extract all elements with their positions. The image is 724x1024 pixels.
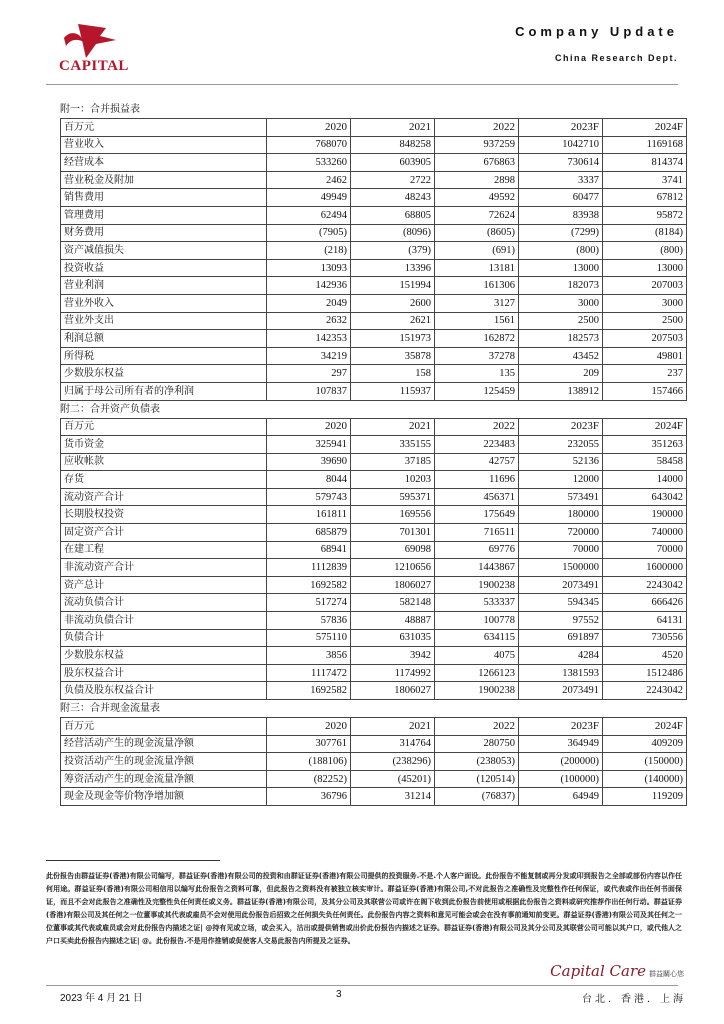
value-cell: 2462 [267,171,351,189]
value-cell: 666426 [603,594,687,612]
value-cell: 70000 [603,541,687,559]
value-cell: 314764 [351,735,435,753]
value-cell: 72624 [435,206,519,224]
value-cell: 1174992 [351,664,435,682]
value-cell: 125459 [435,382,519,400]
row-label: 货币资金 [61,436,267,454]
report-date: 2023 年 4 月 21 日 [60,993,143,1004]
income-statement-table [60,118,687,401]
value-cell: 12000 [519,471,603,489]
table-row [61,436,687,454]
year-header: 2022 [435,718,519,736]
value-cell: 13093 [267,259,351,277]
row-label: 长期股权投资 [61,506,267,524]
value-cell: (82252) [267,770,351,788]
value-cell: 582148 [351,594,435,612]
value-cell: 297 [267,365,351,383]
value-cell: (150000) [603,753,687,771]
value-cell: 1806027 [351,576,435,594]
table-row [61,576,687,594]
value-cell: 1117472 [267,664,351,682]
capital-logo [46,20,142,76]
disclaimer-text: 此份报告由群益证券(香港)有限公司编写，群益证券(香港)有限公司的投资和由群证证券(香港)有限公司提供的投资服务.不是.个人客户面设。此份报告不能复制或再分发或印到报告之全部或部份内容以作任何用途。群益证券(香港)有限公司相信用以编写此份报告之资料可靠，但此报告之资料没有被独立核实审计。群益证券(香港)有限公司,不对此报告之准确性及完整性作任何保证，或代表或作出任何书面保证，而且不会对此报告之准确性及完整性负任何责任或义务。群益证券(香港)有限公司，及其分公司及其联营公司或许在阁下收到此份报告前使用或根据此份报告之资料或研究推荐作出任何行动。群益证券(香港)有限公司及其任何之一位董事或其代表或雇员不会对使用此份报告后招致之任何损失负任何责任。此份报告内容之资料和意见可能会或会在没有事前通知前变更。群益证券(香港)有限公司及其任何之一位董事或其代表或雇员或会对此份报告内描述之证| @持有见或立场，或会买入，沽出或提供销售或出价此份报告内描述之证券。群益证券(香港)有限公司及其分公司及其联营公司可能以其户口，或代他人之户口买卖此份报告内描述之证| @。此份报告.不是用作推销或促使客人交易此报告内所提及之证券。 [46,872,682,945]
value-cell: 814374 [603,154,687,172]
value-cell: 4520 [603,647,687,665]
value-cell: 161306 [435,277,519,295]
value-cell: 3127 [435,294,519,312]
value-cell: 209 [519,365,603,383]
table-row [61,664,687,682]
value-cell: 138912 [519,382,603,400]
table-row [61,612,687,630]
value-cell: 180000 [519,506,603,524]
row-label: 在建工程 [61,541,267,559]
capital-logo-mark [56,20,132,60]
value-cell: 13000 [603,259,687,277]
value-cell: 2621 [351,312,435,330]
row-label: 资产减值损失 [61,242,267,260]
unit-label: 百万元 [61,718,267,736]
row-label: 固定资产合计 [61,524,267,542]
value-cell: (8184) [603,224,687,242]
value-cell: 57836 [267,612,351,630]
year-header: 2020 [267,119,351,137]
table-row [61,136,687,154]
table-row [61,541,687,559]
table-row [61,171,687,189]
value-cell: 768070 [267,136,351,154]
value-cell: 232055 [519,436,603,454]
value-cell: 36796 [267,788,351,806]
value-cell: 1112839 [267,559,351,577]
value-cell: 43452 [519,347,603,365]
value-cell: 364949 [519,735,603,753]
value-cell: 1512486 [603,664,687,682]
value-cell: 158 [351,365,435,383]
table-row [61,206,687,224]
value-cell: 730614 [519,154,603,172]
value-cell: 325941 [267,436,351,454]
balance-sheet-title: 附二：合并资产负债表 [60,403,160,415]
value-cell: 223483 [435,436,519,454]
year-header: 2021 [351,418,435,436]
row-label: 经营成本 [61,154,267,172]
value-cell: 280750 [435,735,519,753]
value-cell: 11696 [435,471,519,489]
value-cell: 2722 [351,171,435,189]
value-cell: 97552 [519,612,603,630]
table-row [61,154,687,172]
value-cell: 701301 [351,524,435,542]
table-row [61,312,687,330]
table-row [61,224,687,242]
value-cell: 573491 [519,488,603,506]
table-row [61,488,687,506]
value-cell: 3942 [351,647,435,665]
value-cell: 207003 [603,277,687,295]
value-cell: 676863 [435,154,519,172]
value-cell: 83938 [519,206,603,224]
row-label: 归属于母公司所有者的净利润 [61,382,267,400]
value-cell: 13000 [519,259,603,277]
row-label: 少数股东权益 [61,647,267,665]
table-row [61,506,687,524]
year-header: 2024F [603,119,687,137]
table-row [61,471,687,489]
value-cell: 1692582 [267,576,351,594]
value-cell: 335155 [351,436,435,454]
value-cell: 237 [603,365,687,383]
value-cell: 100778 [435,612,519,630]
value-cell: 60477 [519,189,603,207]
value-cell: (800) [519,242,603,260]
value-cell: 1210656 [351,559,435,577]
year-header: 2021 [351,119,435,137]
value-cell: 48243 [351,189,435,207]
row-label: 营业外收入 [61,294,267,312]
value-cell: 2049 [267,294,351,312]
value-cell: 1692582 [267,682,351,700]
row-label: 流动负债合计 [61,594,267,612]
value-cell: (7905) [267,224,351,242]
value-cell: 533337 [435,594,519,612]
value-cell: 39690 [267,453,351,471]
value-cell: (45201) [351,770,435,788]
table-row [61,453,687,471]
value-cell: 67812 [603,189,687,207]
unit-label: 百万元 [61,119,267,137]
value-cell: 49801 [603,347,687,365]
value-cell: 68941 [267,541,351,559]
year-header: 2023F [519,119,603,137]
value-cell: (238053) [435,753,519,771]
table-row [61,788,687,806]
value-cell: 142353 [267,330,351,348]
table-row [61,647,687,665]
row-label: 负债及股东权益合计 [61,682,267,700]
value-cell: 64949 [519,788,603,806]
value-cell: 151994 [351,277,435,295]
row-label: 投资收益 [61,259,267,277]
value-cell: 533260 [267,154,351,172]
value-cell: 3000 [519,294,603,312]
value-cell: (120514) [435,770,519,788]
year-header: 2022 [435,119,519,137]
value-cell: 115937 [351,382,435,400]
report-type-title: Company Update [515,24,678,39]
value-cell: (691) [435,242,519,260]
value-cell: 716511 [435,524,519,542]
table-row [61,524,687,542]
table-header-row [61,418,687,436]
value-cell: 517274 [267,594,351,612]
table-header-row [61,718,687,736]
table-row [61,770,687,788]
row-label: 营业收入 [61,136,267,154]
table-row [61,347,687,365]
value-cell: 1443867 [435,559,519,577]
value-cell: 2500 [603,312,687,330]
table-header-row [61,119,687,137]
year-header: 2022 [435,418,519,436]
value-cell: 207503 [603,330,687,348]
value-cell: 1381593 [519,664,603,682]
value-cell: 142936 [267,277,351,295]
financial-tables [60,101,686,806]
table-row [61,382,687,400]
table-row [61,242,687,260]
value-cell: 182073 [519,277,603,295]
row-label: 流动资产合计 [61,488,267,506]
brand-name: Capital Care [550,962,646,980]
value-cell: 1169168 [603,136,687,154]
value-cell: 64131 [603,612,687,630]
value-cell: 730556 [603,629,687,647]
value-cell: 3741 [603,171,687,189]
value-cell: 2632 [267,312,351,330]
row-label: 管理费用 [61,206,267,224]
table-row [61,259,687,277]
capital-care-brand [550,962,684,980]
value-cell: 52136 [519,453,603,471]
table-row [61,594,687,612]
year-header: 2023F [519,718,603,736]
value-cell: 49592 [435,189,519,207]
value-cell: 2600 [351,294,435,312]
year-header: 2024F [603,418,687,436]
table-row [61,294,687,312]
value-cell: 68805 [351,206,435,224]
value-cell: 1042710 [519,136,603,154]
value-cell: 69098 [351,541,435,559]
value-cell: 13396 [351,259,435,277]
value-cell: 2073491 [519,682,603,700]
table-row [61,735,687,753]
value-cell: 3337 [519,171,603,189]
value-cell: 62494 [267,206,351,224]
value-cell: 37278 [435,347,519,365]
value-cell: 42757 [435,453,519,471]
row-label: 利润总额 [61,330,267,348]
department-label: China Research Dept. [554,53,678,63]
value-cell: 848258 [351,136,435,154]
value-cell: 151973 [351,330,435,348]
value-cell: 595371 [351,488,435,506]
footnote-rule [46,860,220,861]
value-cell: 107837 [267,382,351,400]
row-label: 财务费用 [61,224,267,242]
value-cell: 1561 [435,312,519,330]
value-cell: 594345 [519,594,603,612]
value-cell: 157466 [603,382,687,400]
unit-label: 百万元 [61,418,267,436]
value-cell: 31214 [351,788,435,806]
row-label: 负债合计 [61,629,267,647]
value-cell: 937259 [435,136,519,154]
value-cell: 307761 [267,735,351,753]
value-cell: 1806027 [351,682,435,700]
row-label: 营业利润 [61,277,267,295]
value-cell: 3856 [267,647,351,665]
value-cell: 35878 [351,347,435,365]
value-cell: 2073491 [519,576,603,594]
value-cell: 685879 [267,524,351,542]
value-cell: 409209 [603,735,687,753]
year-header: 2021 [351,718,435,736]
value-cell: 49949 [267,189,351,207]
value-cell: 175649 [435,506,519,524]
value-cell: 8044 [267,471,351,489]
value-cell: (800) [603,242,687,260]
value-cell: (188106) [267,753,351,771]
row-label: 筹资活动产生的现金流量净额 [61,770,267,788]
year-header: 2020 [267,418,351,436]
office-cities: 台北．香港．上海 [582,994,686,1005]
row-label: 非流动负债合计 [61,612,267,630]
value-cell: 1900238 [435,682,519,700]
value-cell: 643042 [603,488,687,506]
row-label: 销售费用 [61,189,267,207]
value-cell: 2243042 [603,576,687,594]
value-cell: 1600000 [603,559,687,577]
row-label: 存货 [61,471,267,489]
value-cell: 14000 [603,471,687,489]
value-cell: 691897 [519,629,603,647]
value-cell: 603905 [351,154,435,172]
value-cell: 579743 [267,488,351,506]
income-statement-title: 附一：合并损益表 [60,104,140,115]
value-cell: 69776 [435,541,519,559]
value-cell: 4284 [519,647,603,665]
value-cell: 634115 [435,629,519,647]
value-cell: 2243042 [603,682,687,700]
value-cell: 456371 [435,488,519,506]
value-cell: (7299) [519,224,603,242]
value-cell: 3000 [603,294,687,312]
table-row [61,682,687,700]
value-cell: (76837) [435,788,519,806]
table-row [61,629,687,647]
value-cell: 1500000 [519,559,603,577]
row-label: 资产总计 [61,576,267,594]
value-cell: 119209 [603,788,687,806]
value-cell: 4075 [435,647,519,665]
cash-flow-title: 附三：合并现金流量表 [60,703,160,714]
row-label: 投资活动产生的现金流量净额 [61,753,267,771]
value-cell: 95872 [603,206,687,224]
footer-divider [46,985,678,986]
value-cell: 631035 [351,629,435,647]
value-cell: 575110 [267,629,351,647]
value-cell: 2500 [519,312,603,330]
value-cell: 70000 [519,541,603,559]
year-header: 2024F [603,718,687,736]
value-cell: (218) [267,242,351,260]
brand-slogan: 群益關心您 [649,970,684,978]
header-divider [46,84,678,85]
row-label: 应收帐款 [61,453,267,471]
value-cell: (8096) [351,224,435,242]
value-cell: 1266123 [435,664,519,682]
value-cell: 13181 [435,259,519,277]
row-label: 经营活动产生的现金流量净额 [61,735,267,753]
value-cell: 740000 [603,524,687,542]
value-cell: 161811 [267,506,351,524]
value-cell: 190000 [603,506,687,524]
row-label: 非流动资产合计 [61,559,267,577]
table-row [61,753,687,771]
value-cell: 37185 [351,453,435,471]
value-cell: 10203 [351,471,435,489]
value-cell: (100000) [519,770,603,788]
value-cell: (8605) [435,224,519,242]
value-cell: 58458 [603,453,687,471]
value-cell: 162872 [435,330,519,348]
value-cell: 720000 [519,524,603,542]
value-cell: 351263 [603,436,687,454]
year-header: 2023F [519,418,603,436]
year-header: 2020 [267,718,351,736]
row-label: 营业税金及附加 [61,171,267,189]
table-row [61,330,687,348]
value-cell: (379) [351,242,435,260]
value-cell: 2898 [435,171,519,189]
row-label: 少数股东权益 [61,365,267,383]
value-cell: (200000) [519,753,603,771]
table-row [61,189,687,207]
table-row [61,277,687,295]
row-label: 股东权益合计 [61,664,267,682]
row-label: 现金及现金等价物净增加额 [61,788,267,806]
row-label: 营业外支出 [61,312,267,330]
table-row [61,365,687,383]
value-cell: 48887 [351,612,435,630]
value-cell: 182573 [519,330,603,348]
table-row [61,559,687,577]
value-cell: 169556 [351,506,435,524]
value-cell: (238296) [351,753,435,771]
value-cell: 34219 [267,347,351,365]
value-cell: (140000) [603,770,687,788]
value-cell: 135 [435,365,519,383]
balance-sheet-table [60,418,687,701]
cash-flow-table [60,717,687,806]
row-label: 所得税 [61,347,267,365]
logo-text: CAPITAL [59,58,129,74]
page-number: 3 [336,989,342,1000]
value-cell: 1900238 [435,576,519,594]
